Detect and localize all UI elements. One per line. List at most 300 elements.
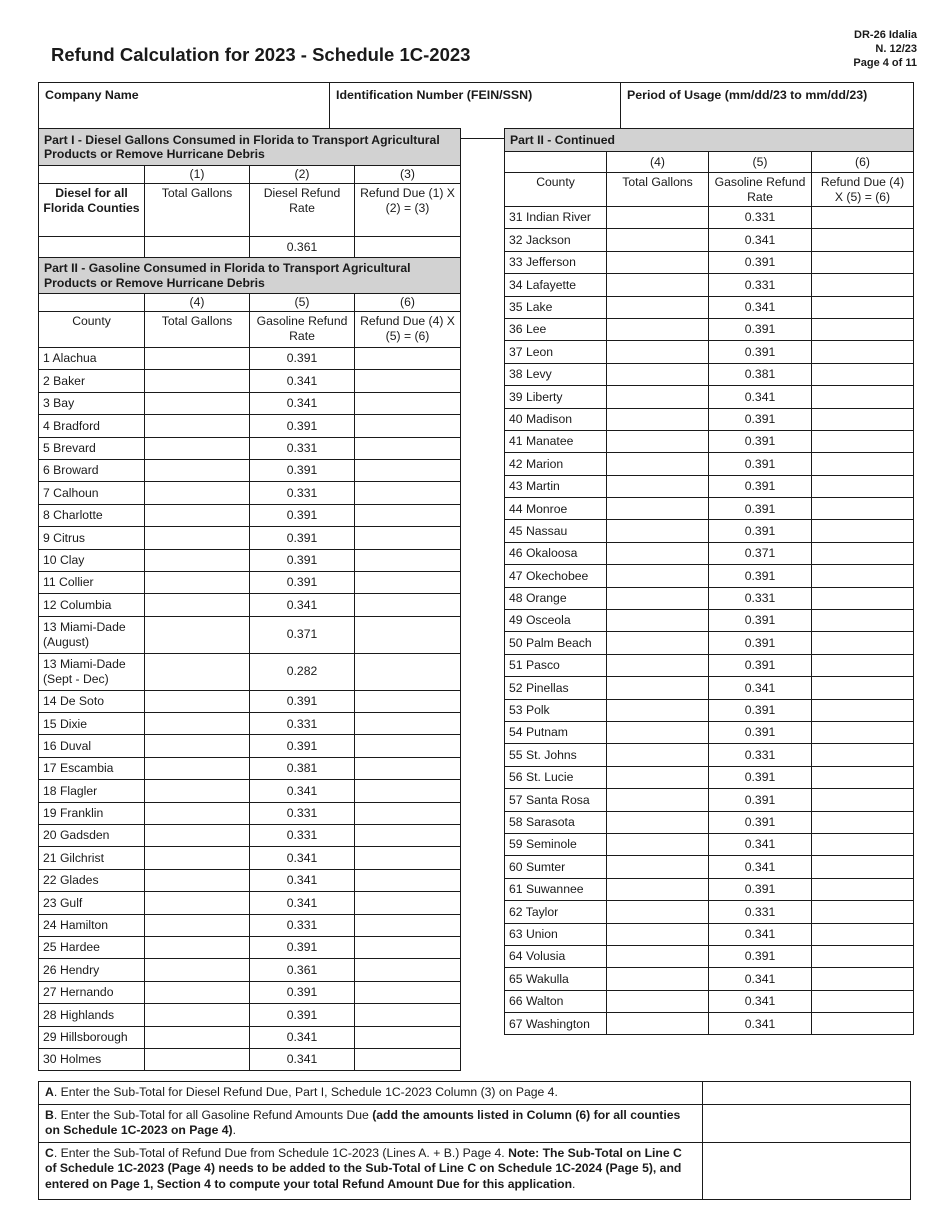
total-gallons-input[interactable] xyxy=(145,616,250,653)
refund-due-input[interactable] xyxy=(355,616,461,653)
gasoline-refund-rate: 0.391 xyxy=(250,415,355,437)
county-name: 45 Nassau xyxy=(505,520,607,542)
total-gallons-input[interactable] xyxy=(607,587,709,609)
refund-due-input[interactable] xyxy=(812,721,914,743)
total-gallons-input[interactable] xyxy=(607,968,709,990)
total-gallons-input[interactable] xyxy=(607,766,709,788)
refund-due-input[interactable] xyxy=(812,587,914,609)
county-name: 28 Highlands xyxy=(39,1004,145,1026)
county-row xyxy=(505,833,914,855)
total-gallons-input[interactable] xyxy=(607,475,709,497)
total-gallons-input[interactable] xyxy=(145,1004,250,1026)
county-row xyxy=(39,757,461,779)
total-gallons-input[interactable] xyxy=(145,959,250,981)
refund-due-input[interactable] xyxy=(812,968,914,990)
county-name: 24 Hamilton xyxy=(39,914,145,936)
page-number: Page 4 of 11 xyxy=(853,57,917,69)
total-gallons-input[interactable] xyxy=(145,594,250,616)
refund-due-input[interactable] xyxy=(355,482,461,504)
county-name: 38 Levy xyxy=(505,363,607,385)
refund-due-input[interactable] xyxy=(812,811,914,833)
refund-due-input[interactable] xyxy=(812,610,914,632)
county-row xyxy=(505,229,914,251)
refund-due-input[interactable] xyxy=(812,363,914,385)
gasoline-refund-rate: 0.391 xyxy=(250,936,355,958)
county-row xyxy=(39,847,461,869)
total-gallons-input[interactable] xyxy=(607,430,709,452)
county-name: 42 Marion xyxy=(505,453,607,475)
line-c-letter: C xyxy=(45,1145,54,1160)
refund-due-input[interactable] xyxy=(355,437,461,459)
gasoline-refund-rate: 0.391 xyxy=(709,811,812,833)
total-gallons-input[interactable] xyxy=(607,610,709,632)
refund-due-input[interactable] xyxy=(355,959,461,981)
county-row xyxy=(39,713,461,735)
refund-due-input[interactable] xyxy=(812,296,914,318)
refund-due-input[interactable] xyxy=(812,251,914,273)
county-name: 8 Charlotte xyxy=(39,504,145,526)
county-name: 30 Holmes xyxy=(39,1048,145,1070)
form-number: DR-26 Idalia xyxy=(854,29,917,41)
county-row xyxy=(39,549,461,571)
total-gallons-input[interactable] xyxy=(145,825,250,847)
refund-due-input[interactable] xyxy=(812,654,914,676)
total-gallons-input[interactable] xyxy=(145,757,250,779)
line-a-amount-input[interactable] xyxy=(703,1082,911,1105)
gasoline-refund-rate: 0.391 xyxy=(250,1004,355,1026)
refund-due-input[interactable] xyxy=(812,430,914,452)
refund-due-input[interactable] xyxy=(355,571,461,593)
refund-due-input[interactable] xyxy=(812,833,914,855)
gasoline-refund-rate: 0.341 xyxy=(250,594,355,616)
refund-due-input[interactable] xyxy=(812,856,914,878)
county-row xyxy=(505,520,914,542)
county-row xyxy=(39,1004,461,1026)
total-gallons-input[interactable] xyxy=(607,923,709,945)
gasoline-refund-rate: 0.341 xyxy=(709,990,812,1012)
county-row xyxy=(505,945,914,967)
refund-due-input[interactable] xyxy=(355,1048,461,1070)
gasoline-refund-rate: 0.391 xyxy=(709,475,812,497)
county-row xyxy=(505,811,914,833)
county-name: 47 Okechobee xyxy=(505,565,607,587)
county-row xyxy=(39,869,461,891)
county-name: 9 Citrus xyxy=(39,527,145,549)
county-row xyxy=(39,825,461,847)
total-gallons-input[interactable] xyxy=(145,892,250,914)
refund-due-input[interactable] xyxy=(812,565,914,587)
refund-due-input[interactable] xyxy=(355,370,461,392)
total-gallons-input[interactable] xyxy=(607,1013,709,1035)
total-gallons-input[interactable] xyxy=(145,504,250,526)
refund-due-input[interactable] xyxy=(355,914,461,936)
col-header: Refund Due (4) X (5) = (6) xyxy=(355,312,461,348)
gasoline-refund-rate: 0.341 xyxy=(250,869,355,891)
gasoline-refund-rate: 0.391 xyxy=(250,348,355,370)
county-name: 52 Pinellas xyxy=(505,677,607,699)
gasoline-refund-rate: 0.391 xyxy=(709,430,812,452)
line-b-text xyxy=(39,1104,703,1142)
county-row xyxy=(505,923,914,945)
county-name: 20 Gadsden xyxy=(39,825,145,847)
county-name: 40 Madison xyxy=(505,408,607,430)
county-name: 43 Martin xyxy=(505,475,607,497)
county-row xyxy=(39,959,461,981)
refund-due-input[interactable] xyxy=(812,632,914,654)
refund-due-input[interactable] xyxy=(355,527,461,549)
county-row xyxy=(505,856,914,878)
total-gallons-input[interactable] xyxy=(145,653,250,690)
total-gallons-input[interactable] xyxy=(145,348,250,370)
refund-due-input[interactable] xyxy=(355,847,461,869)
refund-due-input[interactable] xyxy=(355,348,461,370)
county-row xyxy=(39,616,461,653)
total-gallons-input[interactable] xyxy=(607,721,709,743)
refund-due-input[interactable] xyxy=(355,802,461,824)
refund-due-input[interactable] xyxy=(355,869,461,891)
total-gallons-input[interactable] xyxy=(607,632,709,654)
line-a-desc: . Enter the Sub-Total for Diesel Refund Due, Part I, Schedule 1C-2023 Column (3) on Page 4. xyxy=(53,1085,558,1099)
county-name: 35 Lake xyxy=(505,296,607,318)
county-row xyxy=(39,981,461,1003)
refund-due-input[interactable] xyxy=(355,936,461,958)
refund-due-input[interactable] xyxy=(355,594,461,616)
total-gallons-input[interactable] xyxy=(145,847,250,869)
county-name: 15 Dixie xyxy=(39,713,145,735)
total-gallons-input[interactable] xyxy=(145,802,250,824)
county-name: 37 Leon xyxy=(505,341,607,363)
refund-due-input[interactable] xyxy=(355,981,461,1003)
col-number: (5) xyxy=(709,152,812,173)
total-gallons-input[interactable] xyxy=(145,370,250,392)
county-row xyxy=(39,1048,461,1070)
total-gallons-input[interactable] xyxy=(607,901,709,923)
total-gallons-input[interactable] xyxy=(607,229,709,251)
county-name: 66 Walton xyxy=(505,990,607,1012)
gasoline-refund-rate: 0.391 xyxy=(709,789,812,811)
refund-due-input[interactable] xyxy=(355,735,461,757)
total-gallons-input[interactable] xyxy=(145,936,250,958)
refund-due-input[interactable] xyxy=(355,1026,461,1048)
gasoline-refund-rate: 0.341 xyxy=(709,386,812,408)
total-gallons-input[interactable] xyxy=(607,744,709,766)
county-row xyxy=(505,542,914,564)
county-name: 41 Manatee xyxy=(505,430,607,452)
total-gallons-input[interactable] xyxy=(145,571,250,593)
total-gallons-input[interactable] xyxy=(607,811,709,833)
county-name: 48 Orange xyxy=(505,587,607,609)
total-gallons-input[interactable] xyxy=(607,207,709,229)
diesel-refund-rate: 0.361 xyxy=(250,237,355,258)
gasoline-refund-rate: 0.331 xyxy=(250,713,355,735)
page-title: Refund Calculation for 2023 - Schedule 1C-2023 xyxy=(51,44,471,65)
total-gallons-input[interactable] xyxy=(607,856,709,878)
total-gallons-input[interactable] xyxy=(607,945,709,967)
county-name: 16 Duval xyxy=(39,735,145,757)
total-gallons-input[interactable] xyxy=(145,1048,250,1070)
total-gallons-input[interactable] xyxy=(607,990,709,1012)
total-gallons-input[interactable] xyxy=(145,981,250,1003)
col-header: County xyxy=(505,173,607,207)
blank-cell xyxy=(39,237,145,258)
county-name: 51 Pasco xyxy=(505,654,607,676)
col-number: (3) xyxy=(355,166,461,184)
blank-cell xyxy=(505,152,607,173)
gasoline-refund-rate: 0.391 xyxy=(250,549,355,571)
total-gallons-input[interactable] xyxy=(607,520,709,542)
refund-due-input[interactable] xyxy=(812,318,914,340)
refund-due-input[interactable] xyxy=(355,825,461,847)
total-gallons-input[interactable] xyxy=(145,869,250,891)
refund-due-input[interactable] xyxy=(355,690,461,712)
col-header: Total Gallons xyxy=(145,184,250,237)
county-name: 63 Union xyxy=(505,923,607,945)
subtotals-table xyxy=(38,1081,911,1200)
county-row xyxy=(39,348,461,370)
col-number: (4) xyxy=(607,152,709,173)
county-row xyxy=(505,699,914,721)
refund-due-input[interactable] xyxy=(355,459,461,481)
id-number-label: Identification Number (FEIN/SSN) xyxy=(336,88,533,102)
gasoline-refund-rate: 0.341 xyxy=(709,856,812,878)
line-c-desc: . Enter the Sub-Total of Refund Due from Schedule 1C-2023 (Lines A. + B.) Page 4. xyxy=(53,1145,509,1160)
refund-due-input[interactable] xyxy=(355,892,461,914)
refund-due-input[interactable] xyxy=(812,498,914,520)
gasoline-refund-rate: 0.391 xyxy=(250,571,355,593)
county-row xyxy=(39,780,461,802)
total-gallons-input[interactable] xyxy=(607,296,709,318)
gasoline-refund-rate: 0.371 xyxy=(709,542,812,564)
line-b-bold-text: (add the amounts listed in Column (6) for all counties on Schedule 1C-2023 on Page 4) xyxy=(45,1107,681,1137)
gasoline-refund-rate: 0.391 xyxy=(709,341,812,363)
county-row xyxy=(505,744,914,766)
county-name: 22 Glades xyxy=(39,869,145,891)
county-row xyxy=(39,504,461,526)
part2-continued-table xyxy=(504,128,914,1035)
gasoline-refund-rate: 0.391 xyxy=(709,498,812,520)
gasoline-refund-rate: 0.331 xyxy=(250,802,355,824)
line-c-amount-input[interactable] xyxy=(703,1142,911,1199)
col-header: Total Gallons xyxy=(607,173,709,207)
line-c-bold-text: Note: The Sub-Total on Line C of Schedule 1C-2023 (Page 4) needs to be added to the Sub-Total of Line C on Schedule 1C-2024 (Page 5), and entered on Page 1, Section 4 to compute your total Refund Amount Due for this application xyxy=(45,1145,682,1191)
refund-due-input[interactable] xyxy=(812,386,914,408)
county-name: 21 Gilchrist xyxy=(39,847,145,869)
county-name: 31 Indian River xyxy=(505,207,607,229)
refund-due-input[interactable] xyxy=(812,901,914,923)
county-name: 50 Palm Beach xyxy=(505,632,607,654)
period-of-usage-label: Period of Usage (mm/dd/23 to mm/dd/23) xyxy=(627,88,868,102)
county-row xyxy=(39,1026,461,1048)
county-name: 60 Sumter xyxy=(505,856,607,878)
refund-due-input[interactable] xyxy=(812,699,914,721)
total-gallons-input[interactable] xyxy=(145,713,250,735)
gasoline-refund-rate: 0.341 xyxy=(250,847,355,869)
county-name: 5 Brevard xyxy=(39,437,145,459)
refund-due-input[interactable] xyxy=(812,520,914,542)
refund-due-input[interactable] xyxy=(355,504,461,526)
total-gallons-input[interactable] xyxy=(145,780,250,802)
gasoline-refund-rate: 0.391 xyxy=(709,251,812,273)
refund-due-input[interactable] xyxy=(812,945,914,967)
total-gallons-input[interactable] xyxy=(145,482,250,504)
county-name: 65 Wakulla xyxy=(505,968,607,990)
refund-due-input[interactable] xyxy=(812,542,914,564)
refund-due-input[interactable] xyxy=(812,229,914,251)
refund-due-input[interactable] xyxy=(355,1004,461,1026)
county-row xyxy=(39,735,461,757)
total-gallons-input[interactable] xyxy=(145,914,250,936)
gasoline-refund-rate: 0.331 xyxy=(250,825,355,847)
diesel-gallons-input[interactable] xyxy=(145,237,250,258)
refund-due-input[interactable] xyxy=(812,923,914,945)
county-name: 29 Hillsborough xyxy=(39,1026,145,1048)
gasoline-refund-rate: 0.341 xyxy=(709,968,812,990)
county-name: 26 Hendry xyxy=(39,959,145,981)
refund-due-input[interactable] xyxy=(812,789,914,811)
total-gallons-input[interactable] xyxy=(607,318,709,340)
county-name: 58 Sarasota xyxy=(505,811,607,833)
refund-due-input[interactable] xyxy=(812,475,914,497)
total-gallons-input[interactable] xyxy=(607,363,709,385)
county-row xyxy=(39,914,461,936)
county-row xyxy=(505,968,914,990)
county-name: 12 Columbia xyxy=(39,594,145,616)
refund-due-input[interactable] xyxy=(355,757,461,779)
line-c-end: . xyxy=(572,1176,576,1191)
gasoline-refund-rate: 0.331 xyxy=(709,744,812,766)
gasoline-refund-rate: 0.391 xyxy=(709,721,812,743)
gasoline-refund-rate: 0.391 xyxy=(250,527,355,549)
gasoline-refund-rate: 0.391 xyxy=(709,699,812,721)
refund-due-input[interactable] xyxy=(355,549,461,571)
refund-due-input[interactable] xyxy=(812,453,914,475)
gasoline-refund-rate: 0.341 xyxy=(250,1026,355,1048)
total-gallons-input[interactable] xyxy=(607,453,709,475)
county-row xyxy=(505,654,914,676)
total-gallons-input[interactable] xyxy=(145,459,250,481)
total-gallons-input[interactable] xyxy=(607,251,709,273)
col-header: Gasoline Refund Rate xyxy=(250,312,355,348)
refund-due-input[interactable] xyxy=(355,713,461,735)
total-gallons-input[interactable] xyxy=(145,392,250,414)
refund-due-input[interactable] xyxy=(355,392,461,414)
total-gallons-input[interactable] xyxy=(607,677,709,699)
refund-due-input[interactable] xyxy=(812,1013,914,1035)
county-row xyxy=(505,318,914,340)
gasoline-refund-rate: 0.381 xyxy=(709,363,812,385)
county-row xyxy=(505,677,914,699)
total-gallons-input[interactable] xyxy=(607,878,709,900)
line-b-amount-input[interactable] xyxy=(703,1104,911,1142)
county-row xyxy=(505,878,914,900)
refund-due-input[interactable] xyxy=(355,415,461,437)
county-name: 17 Escambia xyxy=(39,757,145,779)
county-row xyxy=(505,453,914,475)
county-name: 46 Okaloosa xyxy=(505,542,607,564)
gasoline-refund-rate: 0.331 xyxy=(250,914,355,936)
refund-due-input[interactable] xyxy=(812,207,914,229)
gasoline-refund-rate: 0.331 xyxy=(250,482,355,504)
total-gallons-input[interactable] xyxy=(607,386,709,408)
refund-due-input[interactable] xyxy=(355,653,461,690)
company-name-label: Company Name xyxy=(45,88,139,102)
total-gallons-input[interactable] xyxy=(145,415,250,437)
total-gallons-input[interactable] xyxy=(145,549,250,571)
total-gallons-input[interactable] xyxy=(607,274,709,296)
county-name: 53 Polk xyxy=(505,699,607,721)
line-b-desc: . Enter the Sub-Total for all Gasoline Refund Amounts Due xyxy=(53,1107,373,1122)
county-row xyxy=(39,415,461,437)
county-name: 13 Miami-Dade (August) xyxy=(39,616,145,653)
total-gallons-input[interactable] xyxy=(145,690,250,712)
county-name: 34 Lafayette xyxy=(505,274,607,296)
county-row xyxy=(39,482,461,504)
col-header: Refund Due (4) X (5) = (6) xyxy=(812,173,914,207)
refund-due-input[interactable] xyxy=(812,744,914,766)
total-gallons-input[interactable] xyxy=(607,654,709,676)
gasoline-refund-rate: 0.341 xyxy=(250,370,355,392)
gasoline-refund-rate: 0.331 xyxy=(709,207,812,229)
county-row xyxy=(505,1013,914,1035)
total-gallons-input[interactable] xyxy=(607,833,709,855)
gasoline-refund-rate: 0.331 xyxy=(709,587,812,609)
county-name: 13 Miami-Dade (Sept - Dec) xyxy=(39,653,145,690)
county-name: 36 Lee xyxy=(505,318,607,340)
county-name: 1 Alachua xyxy=(39,348,145,370)
refund-due-input[interactable] xyxy=(355,780,461,802)
county-name: 44 Monroe xyxy=(505,498,607,520)
county-name: 27 Hernando xyxy=(39,981,145,1003)
total-gallons-input[interactable] xyxy=(607,498,709,520)
gasoline-refund-rate: 0.391 xyxy=(709,878,812,900)
refund-due-input[interactable] xyxy=(812,990,914,1012)
county-name: 39 Liberty xyxy=(505,386,607,408)
total-gallons-input[interactable] xyxy=(607,789,709,811)
total-gallons-input[interactable] xyxy=(145,527,250,549)
gasoline-refund-rate: 0.391 xyxy=(250,735,355,757)
refund-due-input[interactable] xyxy=(812,341,914,363)
total-gallons-input[interactable] xyxy=(607,565,709,587)
county-row xyxy=(505,632,914,654)
gasoline-refund-rate: 0.391 xyxy=(709,565,812,587)
total-gallons-input[interactable] xyxy=(607,408,709,430)
diesel-refund-due-input[interactable] xyxy=(355,237,461,258)
refund-due-input[interactable] xyxy=(812,408,914,430)
gasoline-refund-rate: 0.361 xyxy=(250,959,355,981)
col-header: Refund Due (1) X (2) = (3) xyxy=(355,184,461,237)
refund-due-input[interactable] xyxy=(812,274,914,296)
refund-due-input[interactable] xyxy=(812,878,914,900)
refund-due-input[interactable] xyxy=(812,677,914,699)
total-gallons-input[interactable] xyxy=(145,1026,250,1048)
county-row xyxy=(39,527,461,549)
total-gallons-input[interactable] xyxy=(145,735,250,757)
blank-cell xyxy=(39,166,145,184)
gasoline-refund-rate: 0.391 xyxy=(709,318,812,340)
gasoline-refund-rate: 0.282 xyxy=(250,653,355,690)
county-row xyxy=(505,274,914,296)
col-header: Gasoline Refund Rate xyxy=(709,173,812,207)
total-gallons-input[interactable] xyxy=(607,542,709,564)
total-gallons-input[interactable] xyxy=(607,699,709,721)
total-gallons-input[interactable] xyxy=(145,437,250,459)
gasoline-refund-rate: 0.391 xyxy=(250,459,355,481)
county-row xyxy=(39,437,461,459)
total-gallons-input[interactable] xyxy=(607,341,709,363)
refund-due-input[interactable] xyxy=(812,766,914,788)
county-row xyxy=(505,251,914,273)
col-header: County xyxy=(39,312,145,348)
